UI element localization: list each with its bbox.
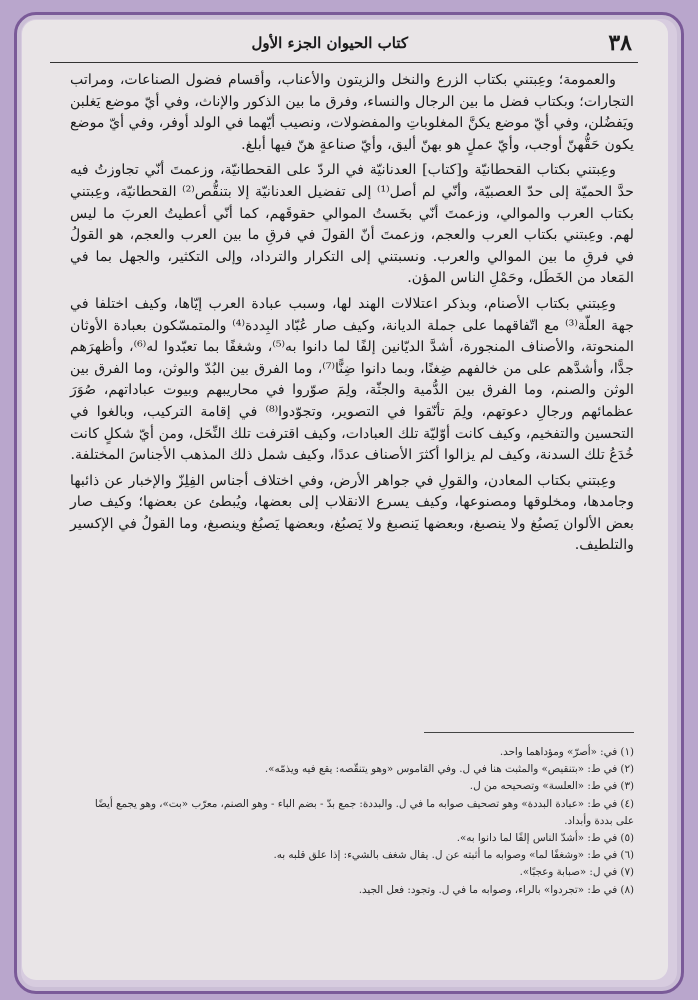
- footnote: (٥) في ط: «أشدّ الناس إلفًا لما دانوا به».: [456, 832, 634, 845]
- footnote: (٨) في ط: «تجردوا» بالراء، وصوابه ما في ل. وتجود: فعل الجيد.: [358, 883, 634, 896]
- header-rule: [50, 62, 638, 63]
- paragraph: وعِبتني بكتاب المعادن، والقولِ في جواهر الأرض، وفي اختلاف أجناس الفِلِزّ والإخبار عن ذائبها وجامدها، ومخلوقها ومصنوعها، وكيف يسرع الانقلاب إلى بعضها، ويُبطئ عن بعضها؛ وكيف صار بعض الألوان يَصبُغ ولا ينصبغ، وبعضها يَنصبغ ولا يَصبُغ، وبعضها يَصبُغ وينصبغ، وما القولُ في الإكسير والتلطيف.: [70, 472, 634, 554]
- paragraph: وعِبتني بكتاب الأصنام، وبذكر اعتلالات الهند لها، وسبب عبادة العرب إيّاها، وكيف اختلفا في جهة العلّة⁽³⁾ مع اتّفاقهما على جملة الديانة، وكيف صار عُبّاد البِددة⁽⁴⁾ والمتمسّكون بعبادة الأوثان المنحوتة، والأصناف المنجورة، أشدَّ الديّانين إلفًا لما دانوا به⁽⁵⁾، وشغفًا بما تعبّدوا له⁽⁶⁾، وأظهرَهم جدًّا، وأشدَّهم على من خالفهم ضِغنًا، وبما دانوا ضِنًّا⁽⁷⁾، وما الفرق بين البُدّ والوثن، وما الفرق بين الوثن والصنم، وما الفرق بين الدُّمية والجثّة، ولِمَ صوّروا في محاريبهم وبيوت عباداتهم، صُوَرَ عظمائهم ورجالِ دعوتهم، ولِمَ تأنّقوا في التصوير، وتجوّدوا⁽⁸⁾ في إقامة التركيب، وبالغوا في التحسين والتفخيم، وكيف كانت أوّليّة تلك العبادات، وكيف اقترفت تلك النِّحَل، ومن أيّ شكلٍ كانت خُدَعُ تلك السدنة، وكيف لم يزالوا أكثرَ الأصناف عددًا، وكيف شمل ذلك المذهب الأجناسَ المختلفة.: [70, 295, 634, 464]
- footnote: (٢) في ط: «بتنقيص» والمثبت هنا في ل. وفي القاموس «وهو يتنقّصه: يقع فيه ويذمّه».: [264, 763, 634, 776]
- page-number: ٣٨: [608, 30, 632, 56]
- footnote: (٧) في ل: «صبابة وعجبًا».: [519, 866, 634, 879]
- body-text: [70, 70, 634, 561]
- footnote: (١) في: «أصرّ» ومؤداهما واحد.: [499, 746, 634, 758]
- footnote: (٣) في ط: «العلسة» وتصحيحه من ل.: [469, 780, 634, 793]
- book-page: [22, 20, 668, 980]
- footnote: (٤) في ط: «عبادة البددة» وهو تصحيف صوابه ما في ل. والبددة: جمع بدّ - بضم الباء - وهو الصنم، معرّب «بت»، وهو يجمع أيضًا على بددة وأبداد.: [94, 797, 634, 827]
- running-title: كتاب الحيوان الجزء الأول: [251, 34, 408, 52]
- paragraph: والعمومة؛ وعِبتني بكتاب الزرع والنخل والزيتون والأعناب، وأقسام فضول الصناعات، ومراتب التجارات؛ وبكتاب فضل ما بين الرجال والنساء، وفرق ما بين الذكور والإناث، وفي أيّ موضع يَغلبن ويَفضُلن، وفي أيّ موضع يكنَّ المغلوباتِ والمفضولات، ونصيب أيّهما في الولد أوفر، وفي أيّ موضع يكون حَقُّهنّ أوجب، وأيّ عملٍ هو بهنّ أليق، وأيّ صناعةٍ هنّ فيها أبلغ.: [70, 72, 634, 153]
- paragraph: وعِبتني بكتاب القحطانيّة و[كتاب] العدنانيّة في الردّ على القحطانيّة، وزعمتَ أنّي تجاوزتُ فيه حدَّ الحميّة إلى حدّ العصبيّة، وأنّي لم أصل⁽¹⁾ إلى تفضيل العدنانيّة إلا بتنقُّص⁽²⁾ القحطانيّة، وعِبتني بكتاب العرب والموالي، وزعمتَ أنّي بخَستُ الموالي حقوقَهم، كما أنّي أعطيتُ العربَ ما ليس لهم. وعِبتني بكتاب العرب والعجم، وزعمتَ أنّ القولَ في فرقِ ما بين العرب والعجم، هو القولُ في فرقِ ما بين الموالي والعرب. ونسبتني إلى التكرار والترداد، وإلى التكثير، والجهل بما في المَعاد من الخَطَل، وحَمْلِ الناس المؤن.: [70, 162, 634, 287]
- page-header: [22, 28, 668, 62]
- footnote: (٦) في ط: «وشغفًا لما» وصوابه ما أثبته عن ل. يقال شغف بالشيء: إذا علق قلبه به.: [273, 849, 634, 862]
- footnote-rule: [424, 732, 634, 733]
- footnotes: [74, 744, 634, 899]
